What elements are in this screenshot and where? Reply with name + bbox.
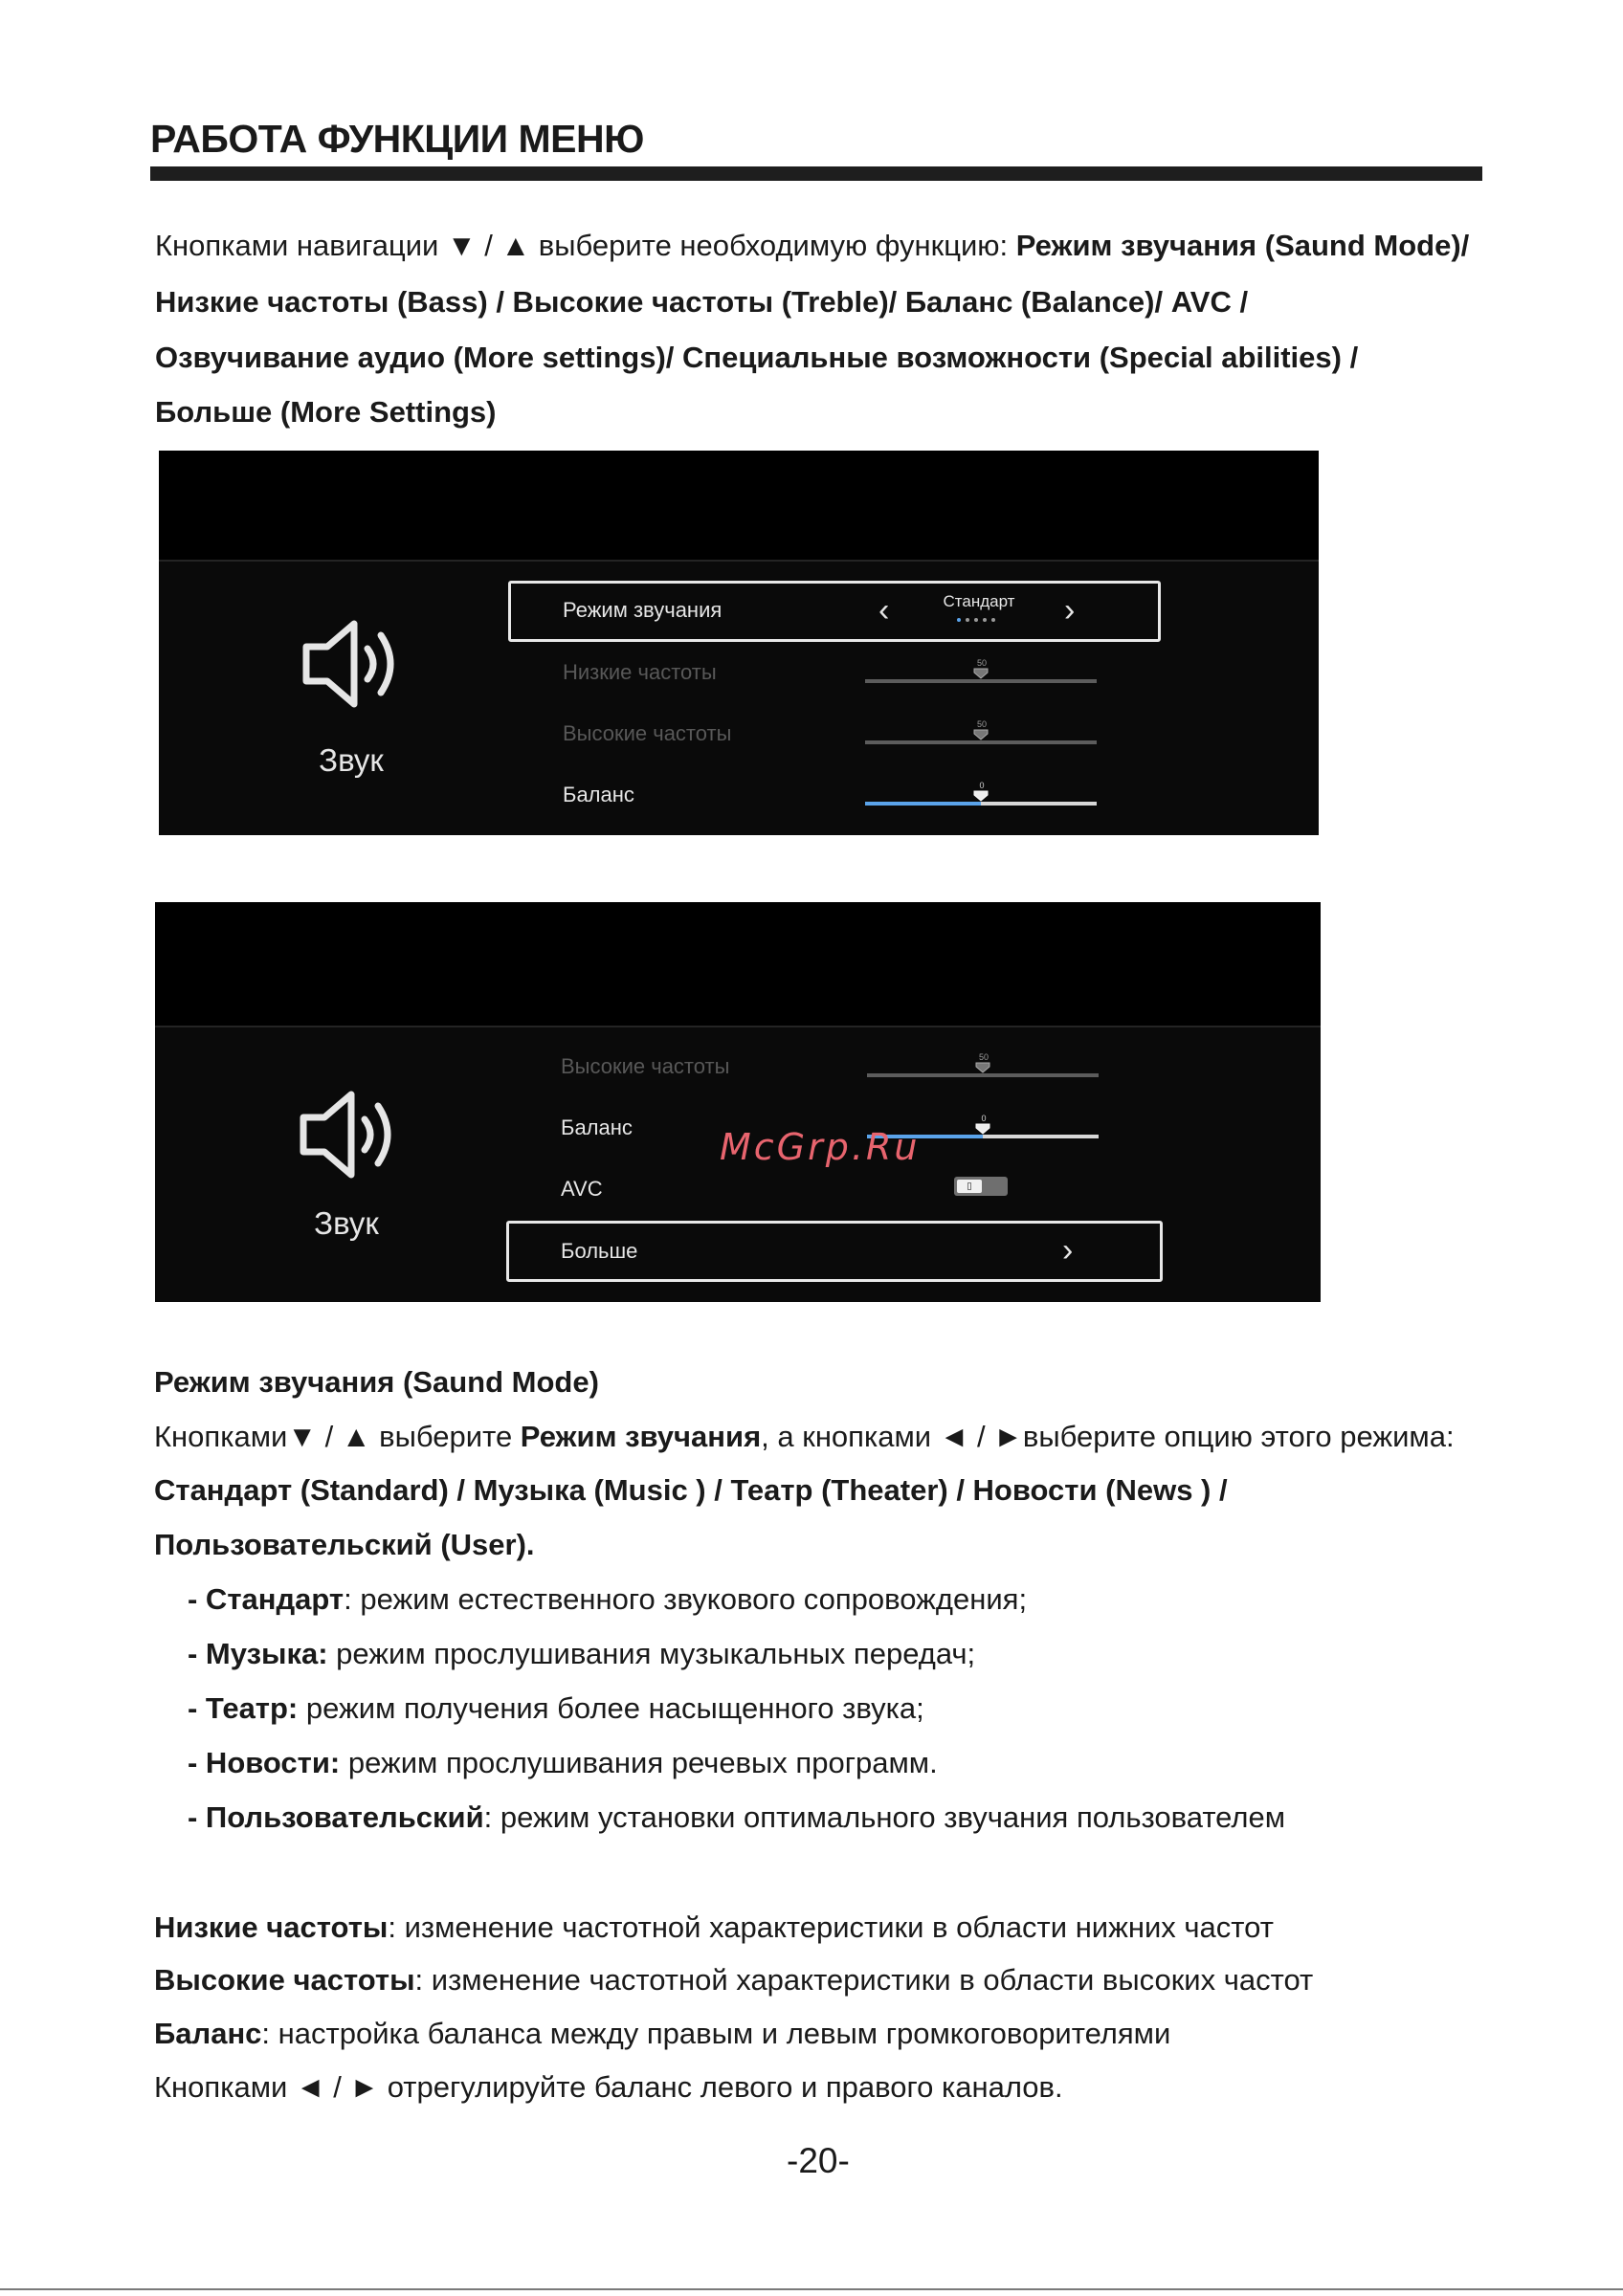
heading-rule: [150, 166, 1482, 181]
definition-balance: [154, 2015, 1170, 2053]
list-item-term: - Пользовательский: [188, 1800, 484, 1834]
treble-slider[interactable]: [865, 719, 1097, 744]
definition-term: Высокие частоты: [154, 1963, 415, 1997]
list-item-term: - Музыка:: [188, 1637, 328, 1670]
watermark: McGrp.Ru: [720, 1126, 921, 1168]
avc-label: AVC: [561, 1177, 603, 1201]
balance-value: 0: [979, 781, 985, 790]
definition-term: Низкие частоты: [154, 1910, 389, 1944]
instruction-part-1: Кнопками▼ / ▲ выберите: [154, 1420, 521, 1453]
intro-line-1-text: Кнопками навигации ▼ / ▲ выберите необходимую функцию:: [155, 229, 1016, 262]
intro-line-1: [155, 227, 1469, 265]
page-number: -20-: [787, 2141, 850, 2180]
list-item: [188, 1689, 924, 1728]
list-item-term: - Театр:: [188, 1691, 299, 1725]
list-item-desc: режим получения более насыщенного звука;: [298, 1691, 924, 1725]
page-heading: РАБОТА ФУНКЦИИ МЕНЮ: [150, 117, 644, 161]
instruction-part-3: , а кнопками ◄ / ►выберите опцию этого режима:: [761, 1420, 1455, 1453]
intro-line-4: Больше (More Settings): [155, 395, 497, 429]
bass-label: Низкие частоты: [563, 660, 717, 684]
speaker-icon: [298, 1087, 403, 1182]
slider-knob-icon: [973, 729, 989, 740]
balance-value: 0: [981, 1114, 987, 1123]
list-item-term: - Стандарт: [188, 1582, 345, 1616]
tv-top-bar: [159, 451, 1319, 562]
category-label: Звук: [319, 742, 384, 778]
chevron-left-icon[interactable]: ‹: [878, 592, 890, 629]
treble-value: 50: [978, 1052, 989, 1062]
balance-slider[interactable]: [865, 781, 1097, 806]
intro-line-1-bold: Режим звучания (Saund Mode)/: [1015, 229, 1470, 262]
list-item: [188, 1635, 975, 1673]
balance-label: Баланс: [563, 783, 634, 806]
sound-mode-title: Режим звучания (Saund Mode): [154, 1365, 599, 1399]
definition-desc: : настройка баланса между правым и левым громкоговорителями: [261, 2017, 1171, 2050]
slider-knob-icon: [973, 668, 989, 679]
treble-value: 50: [976, 719, 987, 729]
tv-sound-menu-screenshot-1: [159, 451, 1319, 835]
definition-treble: [154, 1961, 1313, 1999]
chevron-right-icon[interactable]: ›: [1064, 592, 1076, 629]
list-item-desc: режим прослушивания речевых программ.: [340, 1746, 938, 1779]
avc-toggle[interactable]: [954, 1177, 1008, 1196]
balance-hint: Кнопками ◄ / ► отрегулируйте баланс левого и правого каналов.: [154, 2070, 1063, 2104]
category-label: Звук: [314, 1205, 379, 1241]
sound-mode-options-line-1: Стандарт (Standard) / Музыка (Music ) / Театр (Theater) / Новости (News ) /: [154, 1473, 1228, 1507]
treble-label: Высокие частоты: [563, 721, 732, 745]
bottom-rule: [0, 2288, 1623, 2290]
slider-knob-icon: [973, 790, 989, 802]
definition-term: Баланс: [154, 2017, 262, 2050]
intro-line-2: Низкие частоты (Bass) / Высокие частоты (Treble)/ Баланс (Balance)/ AVC /: [155, 285, 1249, 319]
balance-slider-fill: [865, 802, 981, 806]
intro-line-3: Озвучивание аудио (More settings)/ Специальные возможности (Special abilities) /: [155, 341, 1359, 374]
definition-desc: : изменение частотной характеристики в области нижних частот: [388, 1910, 1274, 1944]
list-item-desc: режим прослушивания музыкальных передач;: [327, 1637, 976, 1670]
list-item: [188, 1799, 1285, 1837]
sound-mode-page-dots: [957, 618, 1014, 624]
list-item-desc: : режим естественного звукового сопровождения;: [344, 1582, 1028, 1616]
bass-value: 50: [976, 658, 987, 668]
list-item-term: - Новости:: [188, 1746, 341, 1779]
slider-knob-icon: [975, 1062, 990, 1073]
bass-slider[interactable]: [865, 658, 1097, 683]
chevron-right-icon[interactable]: ›: [1062, 1232, 1074, 1269]
sound-mode-value: Стандарт: [943, 592, 1015, 610]
definition-bass: [154, 1909, 1274, 1947]
sound-mode-options-line-2: Пользовательский (User).: [154, 1528, 535, 1561]
balance-label: Баланс: [561, 1115, 633, 1139]
treble-slider[interactable]: [867, 1052, 1099, 1077]
more-label: Больше: [561, 1239, 638, 1263]
list-item: [188, 1580, 1027, 1619]
list-item-desc: : режим установки оптимального звучания пользователем: [483, 1800, 1286, 1834]
speaker-icon: [300, 616, 406, 712]
instruction-part-2: Режим звучания: [520, 1420, 762, 1453]
sound-mode-instruction: [154, 1418, 1455, 1456]
toggle-thumb: [957, 1180, 982, 1193]
tv-sound-menu-screenshot-2: [155, 902, 1321, 1302]
sound-mode-label: Режим звучания: [563, 598, 723, 622]
slider-knob-icon: [975, 1123, 990, 1135]
list-item: [188, 1744, 938, 1782]
tv-top-bar: [155, 902, 1321, 1027]
definition-desc: : изменение частотной характеристики в области высоких частот: [414, 1963, 1314, 1997]
treble-label: Высокие частоты: [561, 1054, 730, 1078]
